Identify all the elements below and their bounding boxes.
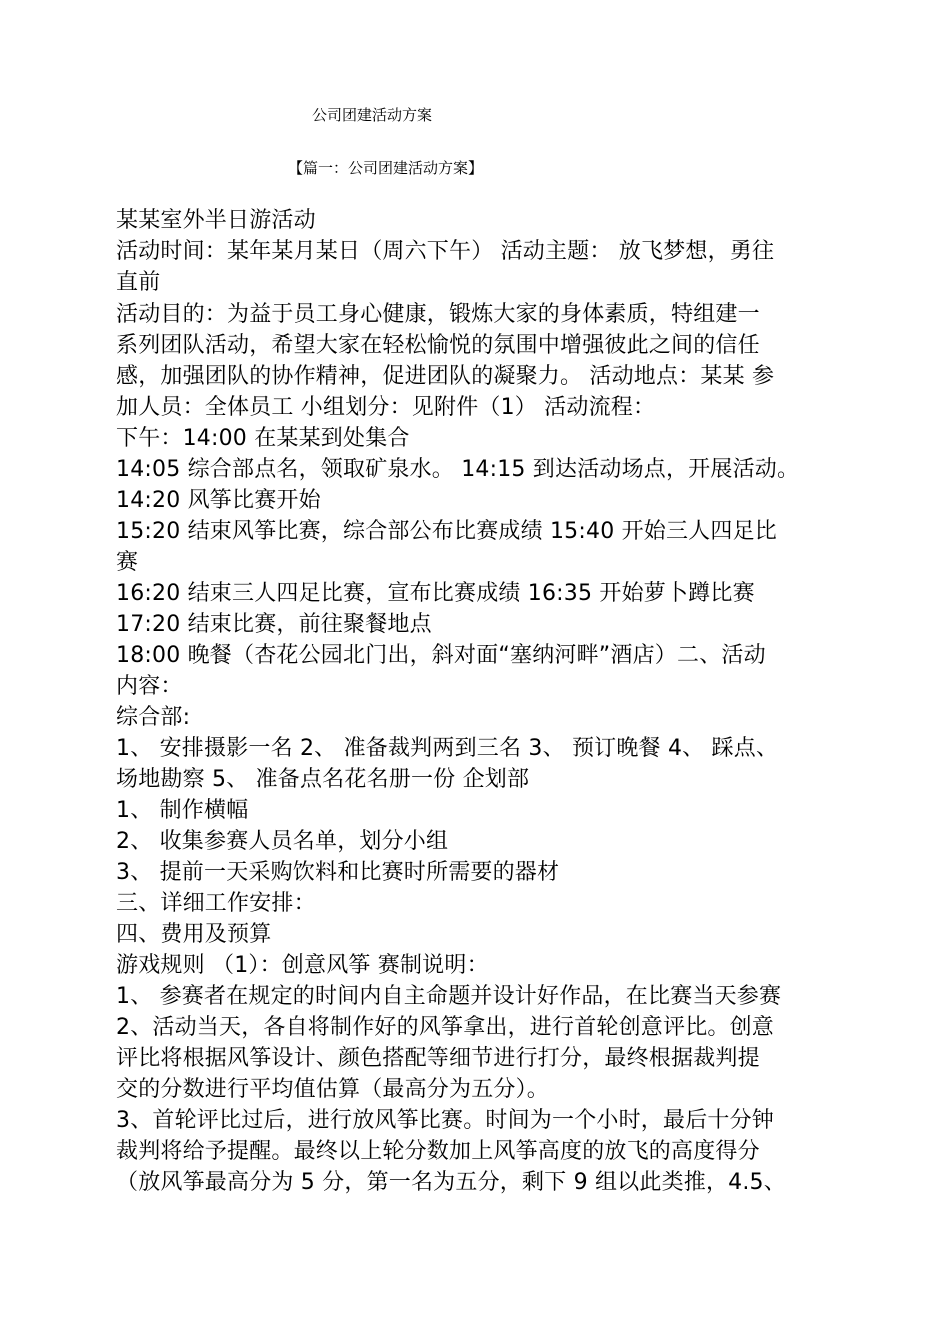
body-line: 综合部: bbox=[116, 705, 191, 730]
body-line: 14:05 综合部点名，领取矿泉水。 14:15 到达活动场点，开展活动。 bbox=[116, 457, 800, 482]
body-line: 3、 提前一天采购饮料和比赛时所需要的器材 bbox=[116, 860, 560, 885]
body-line: （放风筝最高分为 5 分，第一名为五分，剩下 9 组以此类推，4.5、 bbox=[116, 1170, 786, 1195]
body-line: 16:20 结束三人四足比赛，宣布比赛成绩 16:35 开始萝卜蹲比赛 bbox=[116, 581, 755, 606]
body-line: 某某室外半日游活动 bbox=[116, 208, 316, 233]
body-line: 三、详细工作安排： bbox=[116, 891, 316, 916]
body-line: 四、费用及预算 bbox=[116, 922, 272, 947]
body-line: 赛 bbox=[116, 550, 139, 575]
body-line: 评比将根据风筝设计、颜色搭配等细节进行打分，最终根据裁判提 bbox=[116, 1046, 760, 1071]
section-title: 【篇一：公司团建活动方案】 bbox=[288, 159, 484, 177]
body-line: 下午：14:00 在某某到处集合 bbox=[116, 426, 410, 451]
body-line: 18:00 晚餐（杏花公园北门出，斜对面“塞纳河畔”酒店）二、活动 bbox=[116, 643, 766, 668]
body-line: 2、活动当天，各自将制作好的风筝拿出，进行首轮创意评比。创意 bbox=[116, 1015, 774, 1040]
body-line: 感，加强团队的协作精神，促进团队的凝聚力。 活动地点：某某 参 bbox=[116, 364, 775, 389]
body-line: 加人员：全体员工 小组划分：见附件（1） 活动流程： bbox=[116, 395, 656, 420]
body-line: 系列团队活动，希望大家在轻松愉悦的氛围中增强彼此之间的信任 bbox=[116, 333, 760, 358]
body-line: 3、首轮评比过后，进行放风筝比赛。时间为一个小时，最后十分钟 bbox=[116, 1108, 774, 1133]
body-line: 17:20 结束比赛，前往聚餐地点 bbox=[116, 612, 432, 637]
body-line: 游戏规则 （1）：创意风筝 赛制说明： bbox=[116, 953, 489, 978]
document-title: 公司团建活动方案 bbox=[312, 106, 433, 124]
body-line: 裁判将给予提醒。最终以上轮分数加上风筝高度的放飞的高度得分 bbox=[116, 1139, 760, 1164]
body-line: 1、 参赛者在规定的时间内自主命题并设计好作品，在比赛当天参赛 bbox=[116, 984, 782, 1009]
body-line: 2、 收集参赛人员名单，划分小组 bbox=[116, 829, 449, 854]
body-line: 14:20 风筝比赛开始 bbox=[116, 488, 321, 513]
body-line: 交的分数进行平均值估算（最高分为五分）。 bbox=[116, 1077, 550, 1102]
body-line: 场地勘察 5、 准备点名花名册一份 企划部 bbox=[116, 767, 530, 792]
body-line: 活动时间：某年某月某日（周六下午） 活动主题： 放飞梦想，勇往 bbox=[116, 239, 775, 264]
body-line: 直前 bbox=[116, 270, 161, 295]
body-line: 活动目的：为益于员工身心健康，锻炼大家的身体素质，特组建一 bbox=[116, 302, 760, 327]
body-line: 15:20 结束风筝比赛，综合部公布比赛成绩 15:40 开始三人四足比 bbox=[116, 519, 777, 544]
body-line: 1、 制作横幅 bbox=[116, 798, 249, 823]
body-line: 内容： bbox=[116, 674, 183, 699]
body-line: 1、 安排摄影一名 2、 准备裁判两到三名 3、 预订晚餐 4、 踩点、 bbox=[116, 736, 779, 761]
